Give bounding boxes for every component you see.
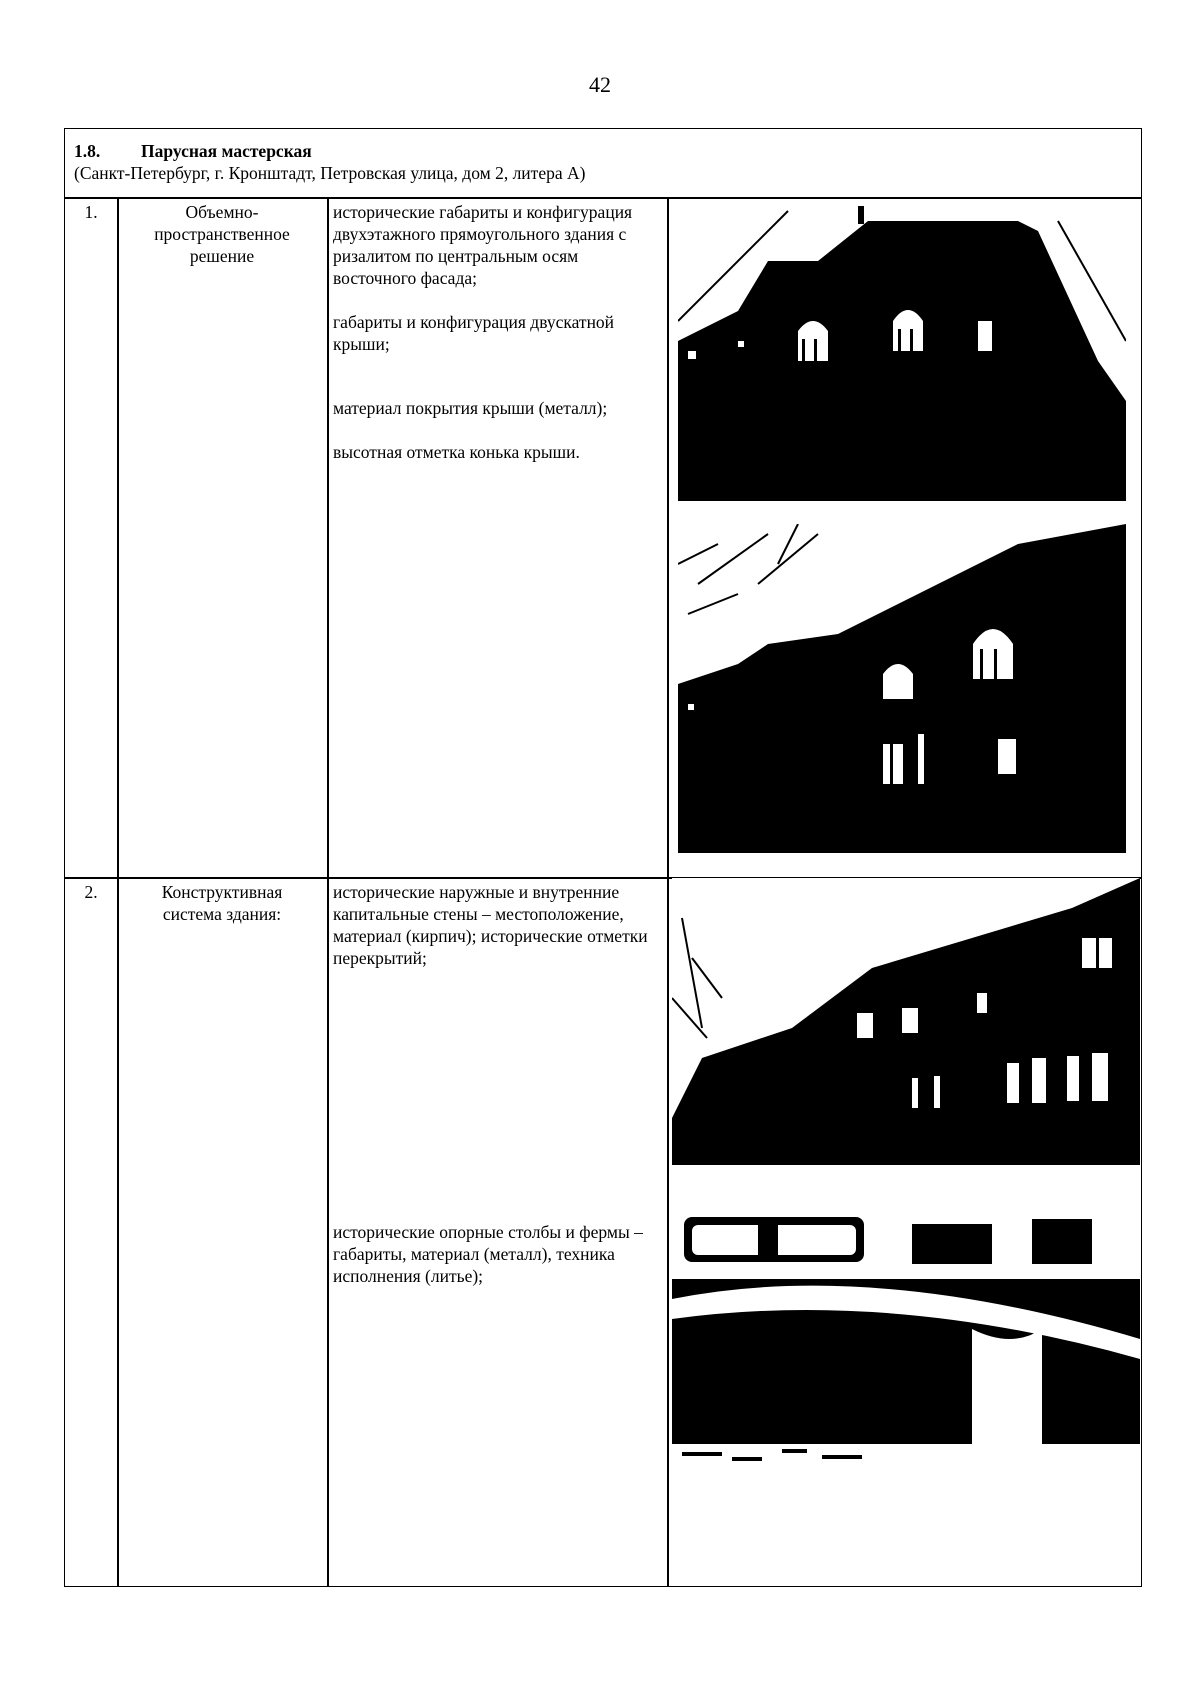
building-facade-photo-1 — [678, 201, 1126, 501]
building-facade-photo-3 — [672, 878, 1140, 1165]
row-1-paragraph-4: высотная отметка конька крыши. — [333, 442, 580, 462]
header-divider — [64, 197, 1142, 199]
truss-interior-photo — [672, 1189, 1140, 1476]
row-2-name: Конструктивная система здания: — [161, 882, 283, 924]
row-1-paragraph-2: габариты и конфигурация двускатной крыши; — [333, 312, 615, 354]
row-2-criteria — [333, 881, 663, 1287]
section-title: Парусная мастерская — [141, 141, 312, 161]
column-divider-2 — [327, 197, 329, 1587]
row-2-paragraph-2: исторические опорные столбы и фермы – габариты, материал (металл), техника исполнения (литье); — [333, 1222, 643, 1286]
column-divider-1 — [117, 197, 119, 1587]
row-1-paragraph-3: материал покрытия крыши (металл); — [333, 398, 608, 418]
section-number: 1.8. — [74, 141, 101, 161]
building-facade-photo-2 — [678, 524, 1126, 853]
column-divider-3 — [667, 197, 669, 1587]
row-2-paragraph-1: исторические наружные и внутренние капитальные стены – местоположение, материал (кирпич); исторические отметки перекрытий; — [333, 882, 648, 968]
row-1-index: 1. — [84, 202, 98, 222]
row-1-paragraph-1: исторические габариты и конфигурация двухэтажного прямоугольного здания с ризалитом по центральным осям восточного фасада; — [333, 202, 633, 288]
row-1-name: Объемно-пространственное решение — [154, 202, 290, 266]
section-heading — [74, 140, 585, 184]
row-2-index: 2. — [84, 882, 98, 902]
section-address: (Санкт-Петербург, г. Кронштадт, Петровская улица, дом 2, литера А) — [74, 163, 586, 183]
row-1-criteria — [333, 201, 663, 463]
page-number: 42 — [589, 72, 611, 97]
